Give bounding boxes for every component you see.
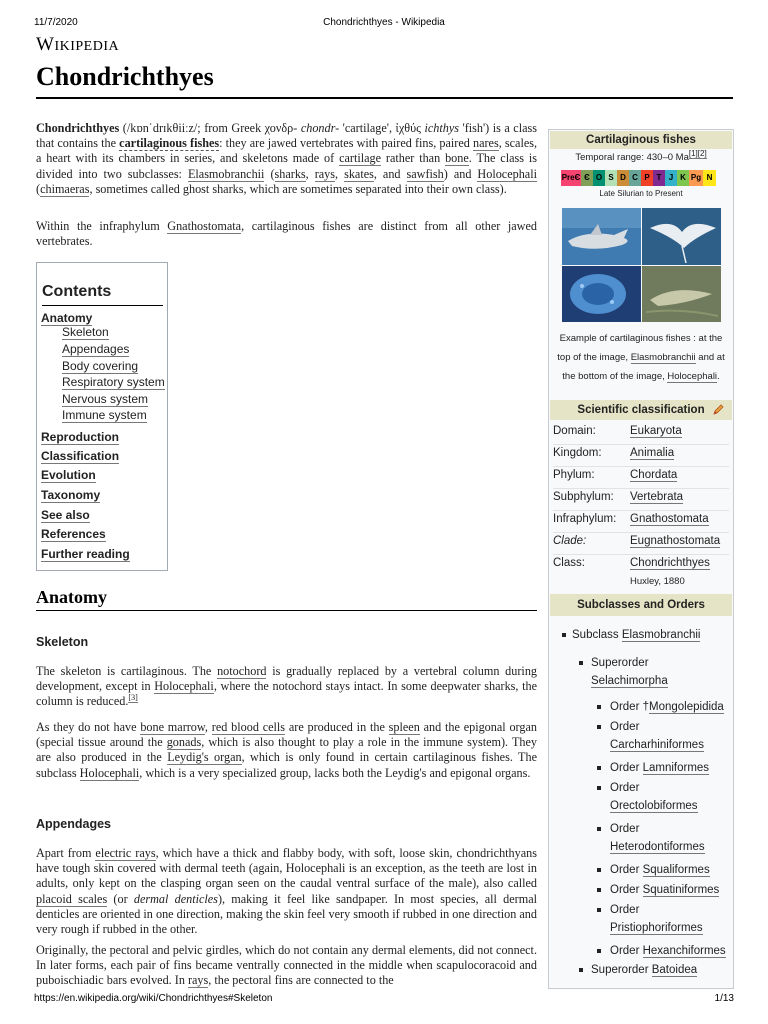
order-item bbox=[610, 942, 726, 960]
list-bullet bbox=[597, 786, 601, 790]
ray-spot bbox=[580, 284, 584, 288]
geologic-timescale-bar bbox=[561, 170, 722, 186]
body-text: , bbox=[204, 720, 212, 734]
subsection-heading-appendages: Appendages bbox=[36, 817, 112, 831]
taxon-link[interactable]: Heterodontiformes bbox=[610, 841, 705, 853]
image-caption bbox=[555, 329, 727, 386]
body-text: (or bbox=[107, 891, 134, 906]
body-text: Apart from bbox=[36, 846, 96, 860]
print-footer bbox=[34, 993, 734, 1007]
link-holocephali[interactable]: Holocephali bbox=[79, 765, 140, 780]
list-text: Superorder bbox=[591, 657, 649, 669]
taxobox bbox=[548, 129, 734, 989]
body-text: , which is also thought to play a role in the immune system). They are also produced in the bbox=[36, 735, 537, 765]
toc-link[interactable]: Nervous system bbox=[62, 392, 149, 406]
toc-item[interactable] bbox=[62, 392, 148, 406]
list-bullet bbox=[579, 661, 583, 665]
caption-text: . bbox=[717, 371, 720, 382]
body-text: , the pectoral fins are connected to the bbox=[208, 973, 394, 988]
list-text: Order bbox=[610, 721, 640, 733]
geologic-period[interactable]: P bbox=[641, 170, 653, 186]
list-text: Order bbox=[610, 884, 643, 896]
geologic-period[interactable]: S bbox=[605, 170, 617, 186]
subclasses-orders-header: Subclasses and Orders bbox=[550, 594, 732, 616]
taxon-link[interactable]: Eukaryota bbox=[630, 425, 682, 437]
caption-text: and at the bottom of the image, bbox=[562, 352, 725, 382]
taxon-link[interactable]: Carcharhiniformes bbox=[610, 739, 704, 751]
lead-text: , bbox=[335, 166, 345, 181]
taxon-link[interactable]: Squaliformes bbox=[642, 864, 710, 876]
toc-link[interactable]: Further reading bbox=[41, 547, 130, 561]
link-electric-rays[interactable]: electric rays bbox=[95, 846, 156, 860]
lead-text: , bbox=[305, 166, 315, 181]
link-red-blood-cells[interactable]: red blood cells bbox=[211, 720, 286, 734]
lead-text: (/kɒnˈdrɪkθiiːz/; from Greek χονδρ- bbox=[119, 121, 301, 135]
order-name bbox=[610, 736, 704, 754]
list-text: Order bbox=[610, 945, 643, 957]
link-placoid-scales[interactable]: placoid scales bbox=[36, 891, 108, 906]
taxon-link[interactable]: Elasmobranchii bbox=[621, 629, 701, 641]
order-item bbox=[610, 820, 639, 838]
toc-link[interactable]: See also bbox=[41, 508, 90, 522]
order-item bbox=[610, 881, 719, 899]
toc-item[interactable] bbox=[62, 342, 129, 356]
link-skates[interactable]: skates bbox=[344, 166, 374, 181]
wordmark-rest: IKIPEDIA bbox=[54, 39, 120, 54]
body-text: , which is only found in certain cartilaginous fishes. The subclass bbox=[36, 750, 537, 780]
toc-link[interactable]: Skeleton bbox=[62, 325, 109, 339]
link-leydigs-organ[interactable]: Leydig's organ bbox=[167, 750, 242, 765]
body-text: Originally, the pectoral and pelvic girdles, which do not contain any dermal elements, did not connect. In later forms, each pair of fins became ventrally connected in the middle when scapulocoracoid and puboischiadic bars evolved. In bbox=[36, 943, 537, 988]
toc-divider bbox=[42, 305, 163, 306]
link-sawfish[interactable]: sawfish bbox=[406, 166, 444, 181]
lead-text: chondr- bbox=[300, 121, 340, 135]
scientific-classification-header bbox=[550, 400, 732, 420]
geologic-period[interactable]: O bbox=[593, 170, 605, 186]
order-name bbox=[610, 838, 705, 856]
toc-link[interactable]: Body covering bbox=[62, 359, 139, 373]
taxon-rank: Kingdom: bbox=[553, 447, 602, 459]
order-item bbox=[610, 718, 639, 736]
toc-item[interactable] bbox=[62, 359, 138, 373]
reference-link[interactable]: [3] bbox=[128, 693, 138, 703]
list-text: † bbox=[642, 701, 649, 713]
classification-divider bbox=[553, 444, 729, 445]
lead-text: . The class is divided into two subclasses: bbox=[36, 151, 537, 181]
ray-center bbox=[582, 283, 614, 305]
toc-item[interactable] bbox=[41, 547, 130, 561]
reference-link[interactable]: [1][2] bbox=[688, 148, 707, 158]
lead-text: 'fish') is a class that contains the bbox=[36, 121, 537, 151]
skeleton-paragraph-1 bbox=[36, 664, 537, 710]
link-elasmobranchii[interactable]: Elasmobranchii bbox=[630, 352, 696, 363]
link-sharks[interactable]: sharks bbox=[274, 166, 306, 181]
toc-link[interactable]: Reproduction bbox=[41, 430, 119, 444]
page-title: Chondrichthyes bbox=[36, 62, 214, 91]
taxon-rank: Class: bbox=[553, 557, 585, 569]
list-text: Superorder bbox=[591, 964, 652, 976]
toc-link[interactable]: Appendages bbox=[62, 342, 130, 356]
toc-item[interactable] bbox=[62, 408, 147, 422]
body-text: are produced in the bbox=[285, 720, 389, 734]
appendages-paragraph-1 bbox=[36, 846, 537, 937]
toc-link[interactable]: Immune system bbox=[62, 408, 147, 422]
order-item bbox=[610, 779, 639, 797]
subsection-heading-skeleton: Skeleton bbox=[36, 635, 89, 649]
body-text: dermal denticles bbox=[133, 891, 218, 906]
superorder-item bbox=[591, 961, 697, 979]
geologic-period[interactable]: D bbox=[617, 170, 629, 186]
temporal-range bbox=[549, 148, 733, 163]
classification-divider bbox=[553, 554, 729, 555]
order-item bbox=[610, 698, 724, 716]
lead-text: ( bbox=[264, 166, 275, 181]
toc-item[interactable] bbox=[62, 375, 165, 389]
superorder-item bbox=[591, 654, 649, 672]
toc-item[interactable] bbox=[41, 488, 100, 502]
list-bullet bbox=[597, 705, 601, 709]
skeleton-paragraph-2 bbox=[36, 720, 537, 781]
geologic-period[interactable]: Pg bbox=[689, 170, 703, 186]
lead-term: Chondrichthyes bbox=[36, 121, 120, 135]
link-holocephali[interactable]: Holocephali bbox=[477, 166, 537, 181]
caption-text: Example of cartilaginous fishes : at the top of the image, bbox=[557, 333, 723, 363]
cartilaginous-fishes-photo-collage[interactable] bbox=[562, 208, 721, 322]
toc-link[interactable]: Evolution bbox=[41, 468, 96, 482]
lead-text: : they are jawed vertebrates with paired fins, paired bbox=[219, 136, 473, 151]
body-text: and the epigonal organ (special tissue around the bbox=[36, 720, 537, 750]
body-text: The skeleton is cartilaginous. The bbox=[36, 664, 218, 678]
list-bullet bbox=[579, 968, 583, 972]
list-bullet bbox=[597, 766, 601, 770]
geologic-period[interactable]: J bbox=[665, 170, 677, 186]
toc-item[interactable] bbox=[41, 430, 119, 444]
toc-link[interactable]: Respiratory system bbox=[62, 375, 165, 389]
photo-shark-surface bbox=[562, 208, 641, 228]
ray-spot bbox=[610, 300, 614, 304]
list-bullet bbox=[562, 633, 566, 637]
geologic-period[interactable]: K bbox=[677, 170, 689, 186]
taxon-rank: Domain: bbox=[553, 425, 596, 437]
lead-text: ichthys bbox=[424, 121, 459, 135]
taxon-link[interactable]: Gnathostomata bbox=[630, 513, 709, 525]
lead-text: , scales, a heart with its chambers in series, and skeletons made of bbox=[36, 136, 538, 166]
order-item bbox=[610, 759, 709, 777]
geologic-period[interactable]: N bbox=[703, 170, 716, 186]
body-text: , which is a very specialized group, lacks both the Leydig's and epigonal organs. bbox=[139, 765, 531, 780]
wikipedia-wordmark[interactable] bbox=[36, 34, 119, 56]
edit-pencil-icon[interactable] bbox=[712, 403, 725, 416]
taxon-rank: Clade: bbox=[553, 535, 587, 547]
geologic-period[interactable]: C bbox=[629, 170, 641, 186]
toc-item[interactable] bbox=[41, 449, 119, 463]
print-url: https://en.wikipedia.org/wiki/Chondrichthyes#Skeleton bbox=[34, 993, 273, 1004]
page-number: 1/13 bbox=[714, 993, 734, 1004]
toc-link[interactable]: References bbox=[41, 527, 106, 541]
link-holocephali[interactable]: Holocephali bbox=[667, 371, 718, 382]
toc-link[interactable]: Taxonomy bbox=[41, 488, 101, 502]
lead-text: , and bbox=[373, 166, 407, 181]
toc-item[interactable] bbox=[41, 311, 92, 325]
link-elasmobranchii[interactable]: Elasmobranchii bbox=[187, 166, 265, 181]
link-rays[interactable]: rays bbox=[314, 166, 336, 181]
list-text: Order bbox=[610, 823, 640, 835]
range-note: Late Silurian to Present bbox=[599, 189, 683, 198]
toc-item[interactable] bbox=[62, 325, 109, 339]
taxon-link[interactable]: Eugnathostomata bbox=[630, 535, 721, 547]
list-text: Order bbox=[610, 762, 643, 774]
link-holocephali[interactable]: Holocephali bbox=[154, 679, 214, 694]
taxon-link[interactable]: Hexanchiformes bbox=[642, 945, 726, 957]
link-chimaeras[interactable]: chimaeras bbox=[40, 181, 90, 196]
toc-item[interactable] bbox=[41, 468, 96, 482]
scientific-classification-title: Scientific classification bbox=[577, 404, 705, 416]
geologic-period[interactable]: T bbox=[653, 170, 665, 186]
bold-term: cartilaginous fishes bbox=[119, 136, 220, 151]
list-bullet bbox=[597, 827, 601, 831]
lead-text: ) and bbox=[443, 166, 478, 181]
taxobox-title: Cartilaginous fishes bbox=[550, 131, 732, 149]
list-text: Order bbox=[610, 701, 643, 713]
order-name bbox=[610, 797, 698, 815]
link-gnathostomata[interactable]: Gnathostomata bbox=[167, 219, 242, 233]
temporal-range-label: Temporal range: 430–0 Ma bbox=[575, 152, 689, 163]
print-date: 11/7/2020 bbox=[34, 17, 78, 28]
taxon-rank: Infraphylum: bbox=[553, 513, 617, 525]
body-text: , where the notochord stays intact. In some deepwater sharks, the column is reduced. bbox=[36, 679, 537, 709]
taxon-authority: Huxley, 1880 bbox=[630, 576, 685, 587]
superorder-name bbox=[591, 672, 668, 690]
geologic-period[interactable]: PreЄ bbox=[561, 170, 581, 186]
toc-item[interactable] bbox=[41, 508, 90, 522]
lead-text: Within the infraphylum bbox=[36, 219, 168, 233]
table-of-contents bbox=[36, 262, 168, 571]
link-notochord[interactable]: notochord bbox=[217, 664, 267, 678]
taxon-link[interactable]: Animalia bbox=[630, 447, 675, 459]
title-divider bbox=[36, 97, 733, 99]
link-cartilage[interactable]: cartilage bbox=[339, 151, 382, 166]
link-nares[interactable]: nares bbox=[472, 136, 499, 151]
taxon-rank: Phylum: bbox=[553, 469, 595, 481]
lead-text: , sometimes called ghost sharks, which are sometimes separated into their own class). bbox=[89, 181, 507, 196]
link-spleen[interactable]: spleen bbox=[388, 720, 420, 734]
toc-link[interactable]: Anatomy bbox=[41, 311, 93, 325]
taxon-link[interactable]: Squatiniformes bbox=[642, 884, 720, 896]
list-text: Subclass bbox=[572, 629, 622, 641]
link-bone[interactable]: bone bbox=[445, 151, 469, 166]
lead-paragraph-2 bbox=[36, 219, 537, 249]
body-text: As they do not have bbox=[36, 720, 141, 734]
toc-link[interactable]: Classification bbox=[41, 449, 120, 463]
section-heading-anatomy: Anatomy bbox=[36, 587, 107, 607]
body-text: , which have a thick and flabby body, with soft, loose skin, chondrichthyans have tough skin covered with dermal teeth (again, Holocephali is an exception, as the teeth are lost in adults, only kept on the clasping organ seen on the caudal ventral surface of the male), also called bbox=[36, 846, 537, 891]
list-bullet bbox=[597, 888, 601, 892]
taxon-link[interactable]: Chondrichthyes bbox=[630, 557, 710, 569]
taxon-link[interactable]: Selachimorpha bbox=[591, 675, 668, 687]
appendages-paragraph-2 bbox=[36, 943, 537, 989]
list-text: Order bbox=[610, 904, 640, 916]
classification-divider bbox=[553, 466, 729, 467]
list-text: Order bbox=[610, 864, 643, 876]
list-bullet bbox=[597, 725, 601, 729]
taxon-link[interactable]: Orectolobiformes bbox=[610, 800, 698, 812]
lead-text: ( bbox=[36, 181, 41, 196]
taxon-link[interactable]: Chordata bbox=[630, 469, 678, 481]
toc-title: Contents bbox=[42, 283, 112, 300]
print-header bbox=[34, 17, 734, 31]
lead-text: , cartilaginous fishes are distinct from all other jawed vertebrates. bbox=[36, 219, 537, 249]
wordmark-initial: W bbox=[36, 34, 55, 55]
lead-text: rather than bbox=[381, 151, 446, 166]
taxon-link[interactable]: Vertebrata bbox=[630, 491, 684, 503]
order-item bbox=[610, 901, 639, 919]
body-text: is gradually replaced by a vertebral column during development, except in bbox=[36, 664, 538, 694]
link-gonads[interactable]: gonads bbox=[166, 735, 202, 750]
list-bullet bbox=[597, 949, 601, 953]
lead-text: 'cartilage', ἰχθύς bbox=[339, 121, 425, 135]
classification-divider bbox=[553, 532, 729, 533]
taxon-link[interactable]: Mongolepidida bbox=[649, 701, 724, 713]
print-title: Chondrichthyes - Wikipedia bbox=[323, 17, 445, 28]
link-bone-marrow[interactable]: bone marrow bbox=[140, 720, 205, 734]
list-bullet bbox=[597, 868, 601, 872]
body-text: ), making it feel like sandpaper. In most species, all dermal denticles are oriented in one direction, making the skin feel very smooth if rubbed in one direction and very rough if rubbed in the other. bbox=[36, 891, 537, 937]
list-text: Order bbox=[610, 782, 640, 794]
toc-item[interactable] bbox=[41, 527, 106, 541]
lead-paragraph bbox=[36, 121, 537, 197]
section-divider bbox=[36, 610, 537, 611]
taxon-link[interactable]: Batoidea bbox=[651, 964, 698, 976]
link-rays[interactable]: rays bbox=[187, 973, 209, 988]
taxon-link[interactable]: Pristiophoriformes bbox=[610, 922, 703, 934]
geologic-period[interactable]: Є bbox=[581, 170, 593, 186]
subclass-item bbox=[572, 626, 700, 644]
list-bullet bbox=[597, 908, 601, 912]
order-name bbox=[610, 919, 703, 937]
classification-divider bbox=[553, 510, 729, 511]
classification-divider bbox=[553, 488, 729, 489]
taxon-rank: Subphylum: bbox=[553, 491, 614, 503]
order-item bbox=[610, 861, 710, 879]
taxon-link[interactable]: Lamniformes bbox=[642, 762, 710, 774]
